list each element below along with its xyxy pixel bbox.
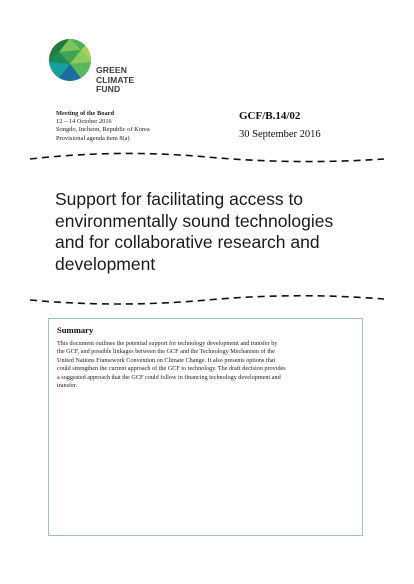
meeting-info bbox=[56, 110, 150, 143]
meeting-dates: 12 – 14 October 2016 bbox=[56, 118, 112, 126]
logo-line-climate: CLIMATE bbox=[96, 74, 135, 85]
logo-wordmark bbox=[96, 66, 134, 95]
gcf-logo bbox=[48, 38, 168, 98]
summary-line: the GCF, and possible linkages between the GCF and the Technology Mechanism of the bbox=[57, 348, 275, 356]
meeting-location: Songdo, Incheon, Republic of Korea bbox=[56, 126, 150, 134]
logo-line-fund: FUND bbox=[96, 84, 121, 95]
summary-box bbox=[48, 318, 363, 536]
summary-heading: Summary bbox=[57, 325, 94, 335]
agenda-item: Provisional agenda item 8(a) bbox=[56, 134, 130, 142]
logo-line-green: GREEN bbox=[96, 65, 128, 75]
title-line: Support for facilitating access to bbox=[55, 189, 304, 209]
summary-line: could strengthen the current approach of the GCF to technology. The draft decision provides bbox=[57, 365, 286, 373]
summary-line: United Nations Framework Convention on Climate Change. It also presents options that bbox=[57, 356, 276, 364]
title-line: and for collaborative research and bbox=[55, 232, 320, 252]
title-line: development bbox=[55, 253, 156, 274]
title-line: environmentally sound technologies bbox=[55, 210, 334, 231]
meeting-title: Meeting of the Board bbox=[56, 110, 115, 117]
document-title bbox=[55, 189, 365, 275]
document-date: 30 September 2016 bbox=[239, 129, 321, 140]
summary-line: a suggested approach that the GCF could follow in financing technology development and bbox=[57, 373, 281, 381]
document-code: GCF/B.14/02 bbox=[239, 110, 301, 122]
summary-line: This document outlines the potential support for technology development and transfer by bbox=[57, 340, 278, 347]
globe-icon bbox=[48, 38, 92, 82]
wave-divider-bottom bbox=[28, 290, 386, 310]
summary-line: transfer. bbox=[57, 382, 78, 390]
wave-divider-top bbox=[28, 147, 386, 167]
summary-body bbox=[57, 340, 354, 390]
